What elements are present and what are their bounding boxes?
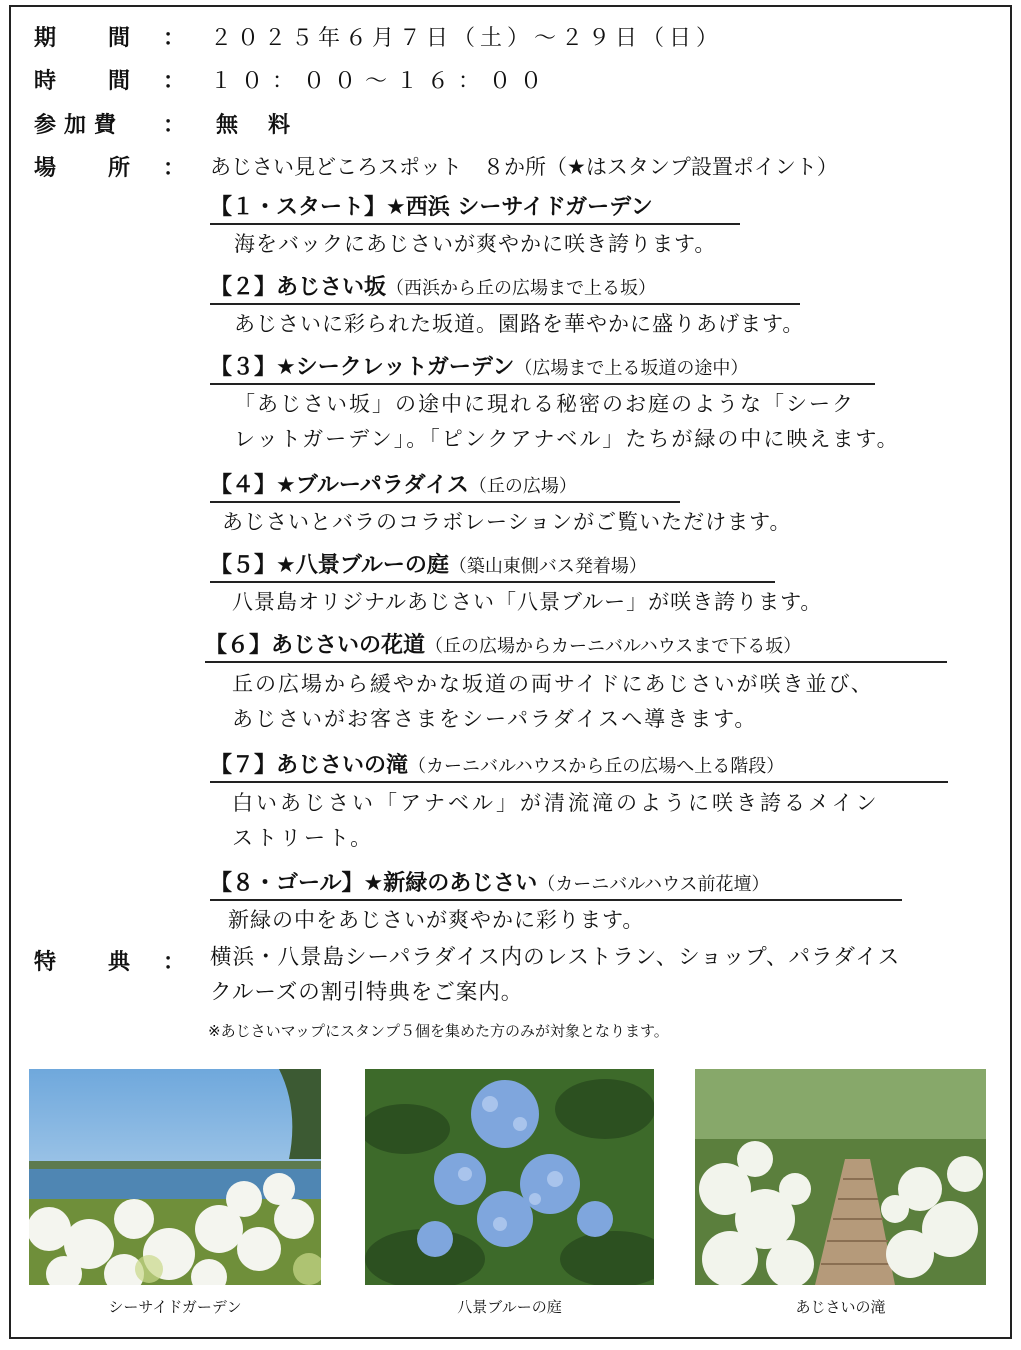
spot-7-heading: 【７】あじさいの滝（カーニバルハウスから丘の広場へ上る階段）: [210, 748, 948, 783]
place-colon: ：: [163, 156, 186, 181]
period-value: ２０２５年６月７日（土）～２９日（日）: [210, 26, 724, 51]
spot-1-desc: 海をバックにあじさいが爽やかに咲き誇ります。: [234, 232, 717, 256]
time-colon: ：: [163, 69, 186, 94]
ajisai-waterfall-photo: [695, 1069, 986, 1285]
place-value: あじさい見どころスポット ８か所（★はスタンプ設置ポイント）: [210, 155, 838, 179]
spot-8-heading: 【８・ゴール】★新緑のあじさい（カーニバルハウス前花壇）: [210, 866, 902, 901]
spot-2-desc: あじさいに彩られた坂道。園路を華やかに盛りあげます。: [234, 312, 805, 336]
fee-colon: ：: [163, 113, 186, 138]
place-label: 場 所: [34, 156, 133, 181]
benefit-text: 横浜・八景島シーパラダイス内のレストラン、ショップ、パラダイス クルーズの割引特典をご案内。: [210, 945, 901, 1005]
time-value: １０：００～１６：００: [210, 69, 552, 94]
spot-7-desc: 白いあじさい「アナベル」が清流滝のように咲き誇るメイン ストリート。: [232, 791, 880, 850]
spot-3-desc: 「あじさい坂」の途中に現れる秘密のお庭のような「シーク レットガーデン」。「ピンクアナベル」たちが緑の中に映えます。: [234, 392, 900, 451]
spot-3-heading: 【３】★シークレットガーデン（広場まで上る坂道の途中）: [210, 350, 875, 385]
spot-1-heading: 【１・スタート】★西浜 シーサイドガーデン: [210, 190, 740, 225]
time-label: 時 間: [34, 69, 133, 94]
spot-6-heading: 【６】あじさいの花道（丘の広場からカーニバルハウスまで下る坂）: [205, 628, 947, 663]
fee-value: 無 料: [216, 113, 295, 138]
spot-6-desc: 丘の広場から緩やかな坂道の両サイドにあじさいが咲き並び、 あじさいがお客さまをシーパラダイスへ導きます。: [232, 672, 874, 731]
spot-4-desc: あじさいとバラのコラボレーションがご覧いただけます。: [222, 510, 792, 534]
period-colon: ：: [163, 26, 186, 51]
benefit-label: 特 典: [34, 950, 133, 975]
hakkei-blue-photo: [365, 1069, 654, 1285]
spot-4-heading: 【４】★ブルーパラダイス（丘の広場）: [210, 468, 680, 503]
spot-8-desc: 新緑の中をあじさいが爽やかに彩ります。: [228, 908, 645, 932]
spot-2-heading: 【２】あじさい坂（西浜から丘の広場まで上る坂）: [210, 270, 800, 305]
spot-5-heading: 【５】★八景ブルーの庭（築山東側バス発着場）: [210, 548, 775, 583]
period-label: 期 間: [34, 26, 133, 51]
benefit-colon: ：: [163, 950, 186, 975]
seaside-garden-photo: [29, 1069, 321, 1285]
ajisai-waterfall-caption: あじさいの滝: [795, 1298, 886, 1316]
fee-label: 参 加 費: [34, 113, 119, 138]
seaside-garden-caption: シーサイドガーデン: [108, 1298, 242, 1316]
hakkei-blue-caption: 八景ブルーの庭: [457, 1298, 562, 1316]
spot-5-desc: 八景島オリジナルあじさい「八景ブルー」が咲き誇ります。: [232, 590, 823, 614]
benefit-note: ※あじさいマップにスタンプ５個を集めた方のみが対象となります。: [208, 1022, 669, 1040]
